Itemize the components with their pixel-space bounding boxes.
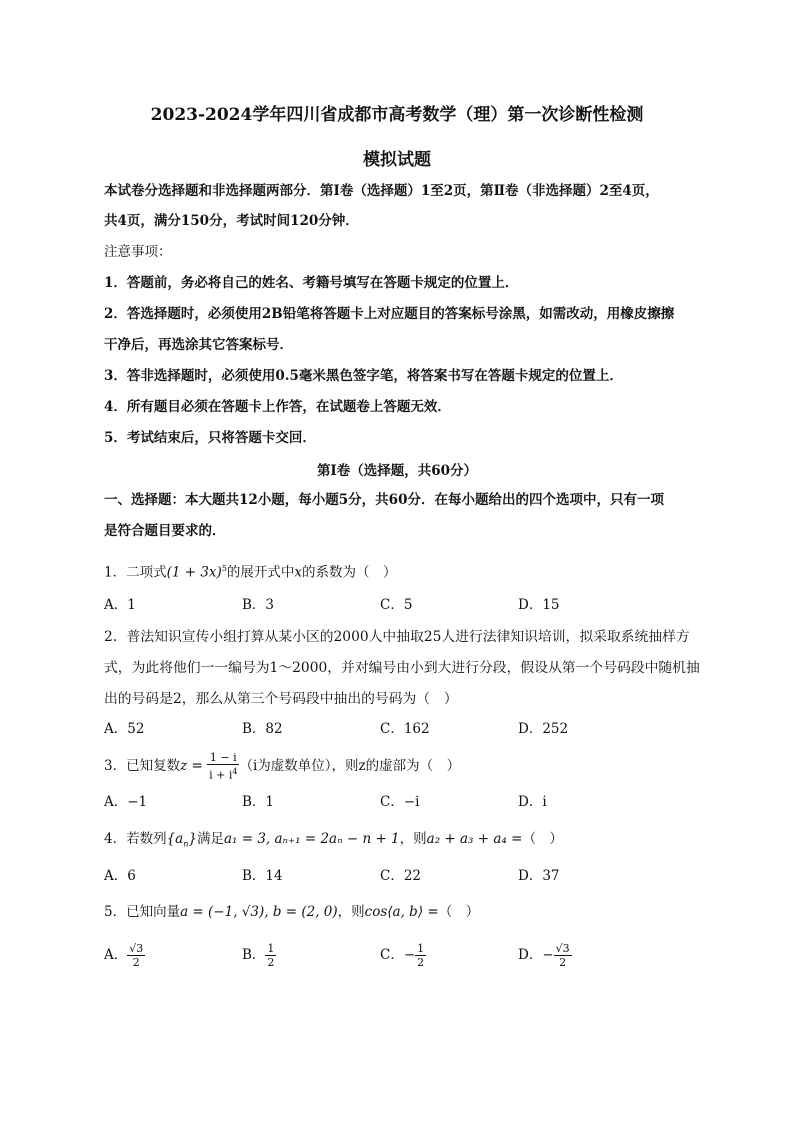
q5-b-label: B． bbox=[242, 947, 266, 963]
page-title: 2023-2024学年四川省成都市高考数学（理）第一次诊断性检测 bbox=[150, 105, 644, 125]
q5-d-fraction bbox=[554, 942, 572, 969]
q3-frac-num: 1 − i bbox=[207, 751, 239, 765]
question-1 bbox=[104, 559, 397, 583]
q5-d-label: D． bbox=[518, 947, 543, 963]
q5-b-num: 1 bbox=[267, 942, 275, 955]
q3-option-b: B．1 bbox=[242, 794, 275, 810]
q5-a-num: √3 bbox=[129, 942, 144, 955]
q5-cos: cos⟨a, b⟩ = bbox=[364, 904, 439, 920]
page-subtitle: 模拟试题 bbox=[363, 150, 431, 170]
q5-c-label: C． bbox=[380, 947, 404, 963]
q4-option-c: C．22 bbox=[380, 868, 422, 884]
q3-option-a: A．−1 bbox=[104, 794, 148, 810]
notice-item-4: 4．所有题目必须在答题卡上作答，在试题卷上答题无效． bbox=[104, 399, 451, 415]
notice-item-2: 2．答选择题时，必须使用2B铅笔将答题卡上对应题目的答案标号涂黑，如需改动，用橡皮擦擦 bbox=[104, 306, 675, 322]
q1-exp: 5 bbox=[221, 564, 227, 573]
q5-post: ，则 bbox=[337, 904, 365, 920]
q3-frac-den: i + i bbox=[209, 768, 233, 782]
q4-seq-sub: n bbox=[183, 839, 189, 849]
section-desc-1: 一、选择题：本大题共12小题，每小题5分，共60分．在每小题给出的四个选项中，只有一项 bbox=[104, 492, 664, 508]
q5-c-fraction bbox=[415, 942, 426, 969]
q1-option-a: A．1 bbox=[104, 597, 136, 613]
q3-frac-den-exp: 4 bbox=[232, 767, 238, 777]
q1-expr: (1 + 3x) bbox=[166, 564, 222, 581]
q1-post1: 的展开式中 bbox=[226, 564, 295, 581]
q5-c-den: 2 bbox=[417, 956, 425, 969]
q5-a-label: A． bbox=[104, 947, 128, 963]
section-heading: 第Ⅰ卷（选择题，共60分） bbox=[316, 463, 478, 479]
q3-zeq: z = bbox=[180, 758, 203, 774]
q2-option-d: D．252 bbox=[518, 721, 569, 737]
q3-option-d: D．i bbox=[518, 794, 547, 810]
q3-post: （i为虚数单位），则z的虚部为（ ） bbox=[239, 758, 461, 774]
q4-pre: 4．若数列 bbox=[104, 831, 167, 847]
q5-c-sign: − bbox=[403, 947, 416, 963]
q5-end: （ ） bbox=[438, 904, 480, 920]
q1-option-c: C．5 bbox=[380, 597, 413, 613]
q4-option-d: D．37 bbox=[518, 868, 560, 884]
q1-post2: 的系数为（ ） bbox=[302, 564, 397, 581]
notice-item-2-cont: 干净后，再选涂其它答案标号． bbox=[104, 337, 293, 353]
notice-item-3: 3．答非选择题时，必须使用0.5毫米黑色签字笔，将答案书写在答题卡规定的位置上． bbox=[104, 368, 623, 384]
intro-line-1: 本试卷分选择题和非选择题两部分．第Ⅰ卷（选择题）1至2页，第Ⅱ卷（非选择题）2至4页， bbox=[104, 183, 659, 199]
q5-pre: 5．已知向量 bbox=[104, 904, 181, 920]
q5-b-den: 2 bbox=[267, 956, 275, 969]
q4-end: （ ） bbox=[522, 831, 563, 847]
q2-option-c: C．162 bbox=[380, 721, 430, 737]
question-2-line-1: 2．普法知识宣传小组打算从某小区的2000人中抽取25人进行法律知识培训，拟采取系统抽样方 bbox=[104, 629, 690, 645]
q3-fraction bbox=[207, 751, 239, 782]
q1-option-d: D．15 bbox=[518, 597, 560, 613]
q4-sum: a₂ + a₃ + a₄ = bbox=[426, 831, 523, 847]
q2-option-b: B．82 bbox=[242, 721, 283, 737]
q5-d-den: 2 bbox=[559, 956, 567, 969]
q3-option-c: C．−i bbox=[380, 794, 420, 810]
q4-seq-end: } bbox=[188, 831, 197, 847]
q1-pre: 1．二项式 bbox=[104, 564, 167, 581]
q2-option-a: A．52 bbox=[104, 721, 145, 737]
q4-seq: {a bbox=[166, 831, 184, 847]
question-5 bbox=[104, 902, 479, 922]
q4-post: ，则 bbox=[399, 831, 427, 847]
q4-option-a: A．6 bbox=[104, 868, 136, 884]
notice-item-1: 1．答题前，务必将自己的姓名、考籍号填写在答题卡规定的位置上． bbox=[104, 275, 519, 291]
question-4 bbox=[104, 829, 563, 855]
section-desc-2: 是符合题目要求的． bbox=[104, 523, 226, 539]
notice-heading: 注意事项： bbox=[104, 244, 172, 260]
q4-cond: a₁ = 3, aₙ₊₁ = 2aₙ − n + 1 bbox=[223, 831, 400, 847]
q5-a-fraction bbox=[127, 942, 145, 969]
q5-option-d bbox=[518, 938, 572, 972]
question-2-line-2: 式，为此将他们一一编号为1～2000，并对编号由小到大进行分段，假设从第一个号码段中随机抽 bbox=[104, 660, 700, 676]
q5-d-num: √3 bbox=[555, 942, 570, 955]
q3-pre: 3．已知复数 bbox=[104, 758, 181, 774]
q5-vec: a = (−1, √3), b = (2, 0) bbox=[180, 904, 338, 920]
intro-line-2: 共4页，满分150分，考试时间120分钟． bbox=[104, 213, 359, 229]
q4-option-b: B．14 bbox=[242, 868, 283, 884]
q1-var: x bbox=[294, 564, 303, 581]
q5-option-a bbox=[104, 938, 145, 972]
q1-option-b: B．3 bbox=[242, 597, 275, 613]
q4-mid: 满足 bbox=[196, 831, 224, 847]
q5-a-den: 2 bbox=[132, 956, 140, 969]
notice-item-5: 5．考试结束后，只将答题卡交回． bbox=[104, 430, 316, 446]
q5-b-fraction bbox=[265, 942, 276, 969]
q5-option-b bbox=[242, 938, 276, 972]
q5-option-c bbox=[380, 938, 426, 972]
q5-c-num: 1 bbox=[417, 942, 425, 955]
q5-d-sign: − bbox=[542, 947, 554, 963]
question-3 bbox=[104, 750, 460, 782]
question-2-line-3: 出的号码是2，那么从第三个号码段中抽出的号码为（ ） bbox=[104, 691, 458, 707]
